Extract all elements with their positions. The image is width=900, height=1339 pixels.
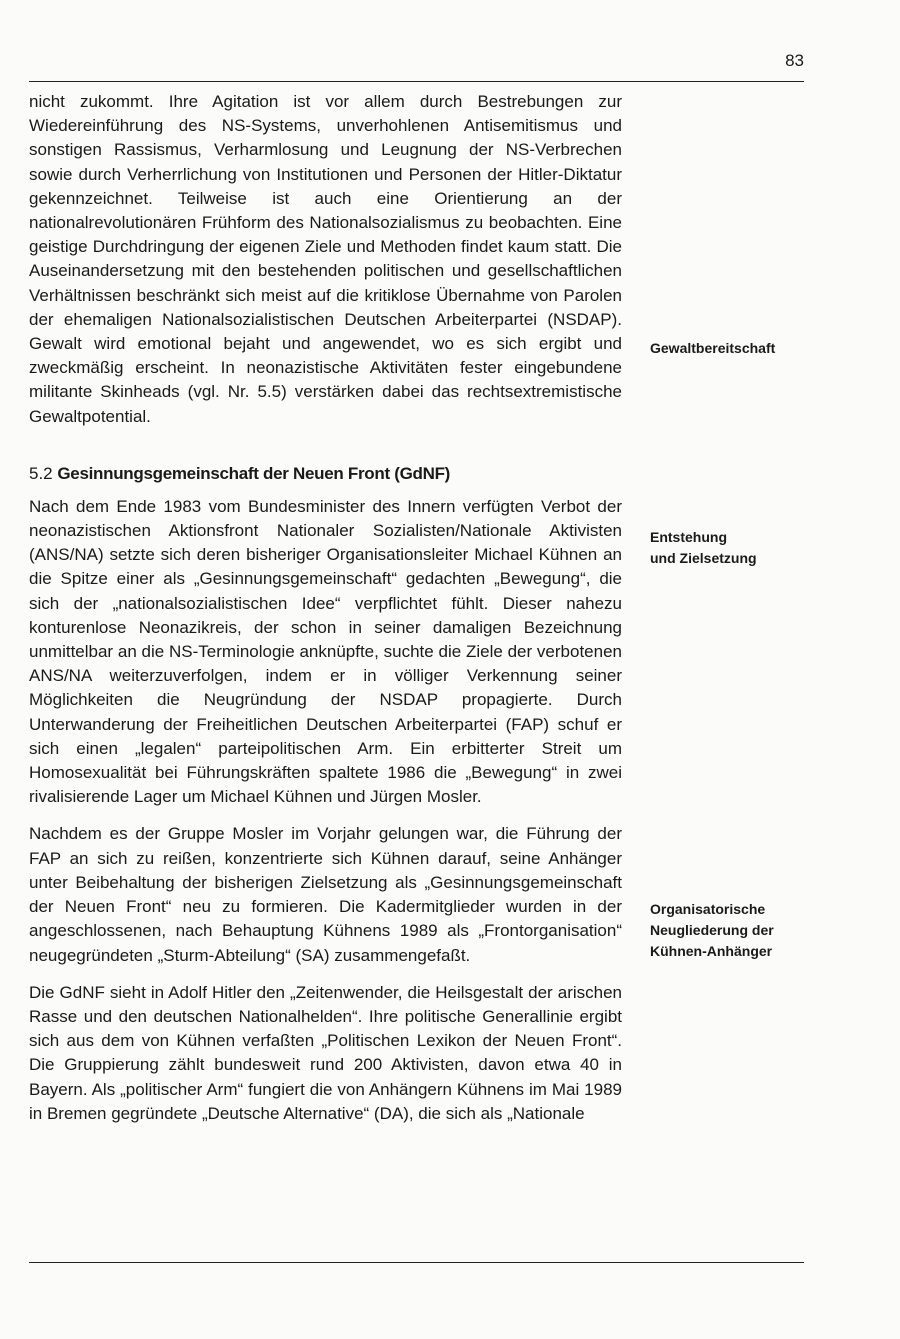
section-paragraph-1: Nach dem Ende 1983 vom Bundesminister des Innern verfügten Verbot der neonazistischen Aktionsfront Nationaler Sozialisten/Nationale Aktivisten (ANS/NA) setzte sich deren bisheriger Organisationsleiter Michael Kühnen an die Spitze einer als „Gesinnungsgemeinschaft“ gedachten „Bewegung“, die sich der „nationalsozialistischen Idee“ verpflichtet fühlt. Dieser nahezu konturenlose Neonazikreis, der schon in seiner damaligen Bezeichnung unmittelbar an die NS-Terminologie anknüpfte, suchte die Ziele der verbotenen ANS/NA weiterzuverfolgen, indem er in völliger Verkennung seiner Möglichkeiten die Neugründung der NSDAP propagierte. Durch Unterwanderung der Freiheitlichen Deutschen Arbeiterpartei (FAP) schuf er sich einen „legalen“ parteipolitischen Arm. Ein erbitterter Streit um Homosexualität bei Führungskräften spaltete 1986 die „Bewegung“ in zwei rivalisierende Lager um Michael Kühnen und Jürgen Mosler. [29, 496, 622, 807]
section-heading [29, 462, 622, 486]
footer-rule [29, 1262, 804, 1263]
main-text-column [29, 90, 622, 1126]
section-paragraph-3: Die GdNF sieht in Adolf Hitler den „Zeitenwender, die Heilsgestalt der arischen Rasse und den deutschen Nationalhelden“. Ihre politische Generallinie ergibt sich aus dem von Kühnen verfaßten „Politischen Lexikon der Neuen Front“. Die Gruppierung zählt bundesweit rund 200 Aktivisten, davon etwa 40 in Bayern. Als „politischer Arm“ fungiert die von Anhängern Kühnens im Mai 1989 in Bremen gegründete „Deutsche Alternative“ (DA), die sich als „Nationale [29, 982, 622, 1123]
section-title: Gesinnungsgemeinschaft der Neuen Front (GdNF) [57, 463, 451, 483]
margin-note-entstehung: Entstehung und Zielsetzung [650, 529, 757, 566]
continuation-paragraph: nicht zukommt. Ihre Agitation ist vor allem durch Bestrebungen zur Wiedereinführung des NS-Systems, unverhohlenen Antisemitismus und sonstigen Rassismus, Verharmlosung und Leugnung der NS-Verbrechen sowie durch Verherrlichung von Institutionen und Personen der Hitler-Diktatur gekennzeichnet. Teilweise ist auch eine Orientierung an der nationalrevolutionären Frühform des Nationalsozialismus zu beobachten. Eine geistige Durchdringung der eigenen Ziele und Methoden findet kaum statt. Die Auseinandersetzung mit den bestehenden politischen und gesellschaftlichen Verhältnissen beschränkt sich meist auf die kritiklose Übernahme von Parolen der ehemaligen Nationalsozialistischen Deutschen Arbeiterpartei (NSDAP). Gewalt wird emotional bejaht und angewendet, wo es sich ergibt und zweckmäßig erscheint. In neonazistische Aktivitäten fester eingebundene militante Skinheads (vgl. Nr. 5.5) verstärken dabei das rechtsextremistische Gewaltpotential. [29, 92, 622, 426]
margin-note-organisation: Organisatorische Neugliederung der Kühnen-Anhänger [650, 901, 774, 959]
section-paragraph-2: Nachdem es der Gruppe Mosler im Vorjahr gelungen war, die Führung der FAP an sich zu reißen, konzentrierte sich Kühnen darauf, seine Anhänger unter Beibehaltung der bisherigen Zielsetzung als „Gesinnungsgemeinschaft der Neuen Front“ neu zu formieren. Die Kadermitglieder wurden in der angeschlossenen, nach Behauptung Kühnens 1989 als „Frontorganisation“ neugegründeten „Sturm-Abteilung“ (SA) zusammengefaßt. [29, 824, 622, 965]
section-number: 5.2 [29, 463, 53, 483]
margin-note-gewaltbereitschaft: Gewaltbereitschaft [650, 340, 776, 356]
header-rule [29, 81, 804, 82]
page-number: 83 [785, 51, 804, 70]
